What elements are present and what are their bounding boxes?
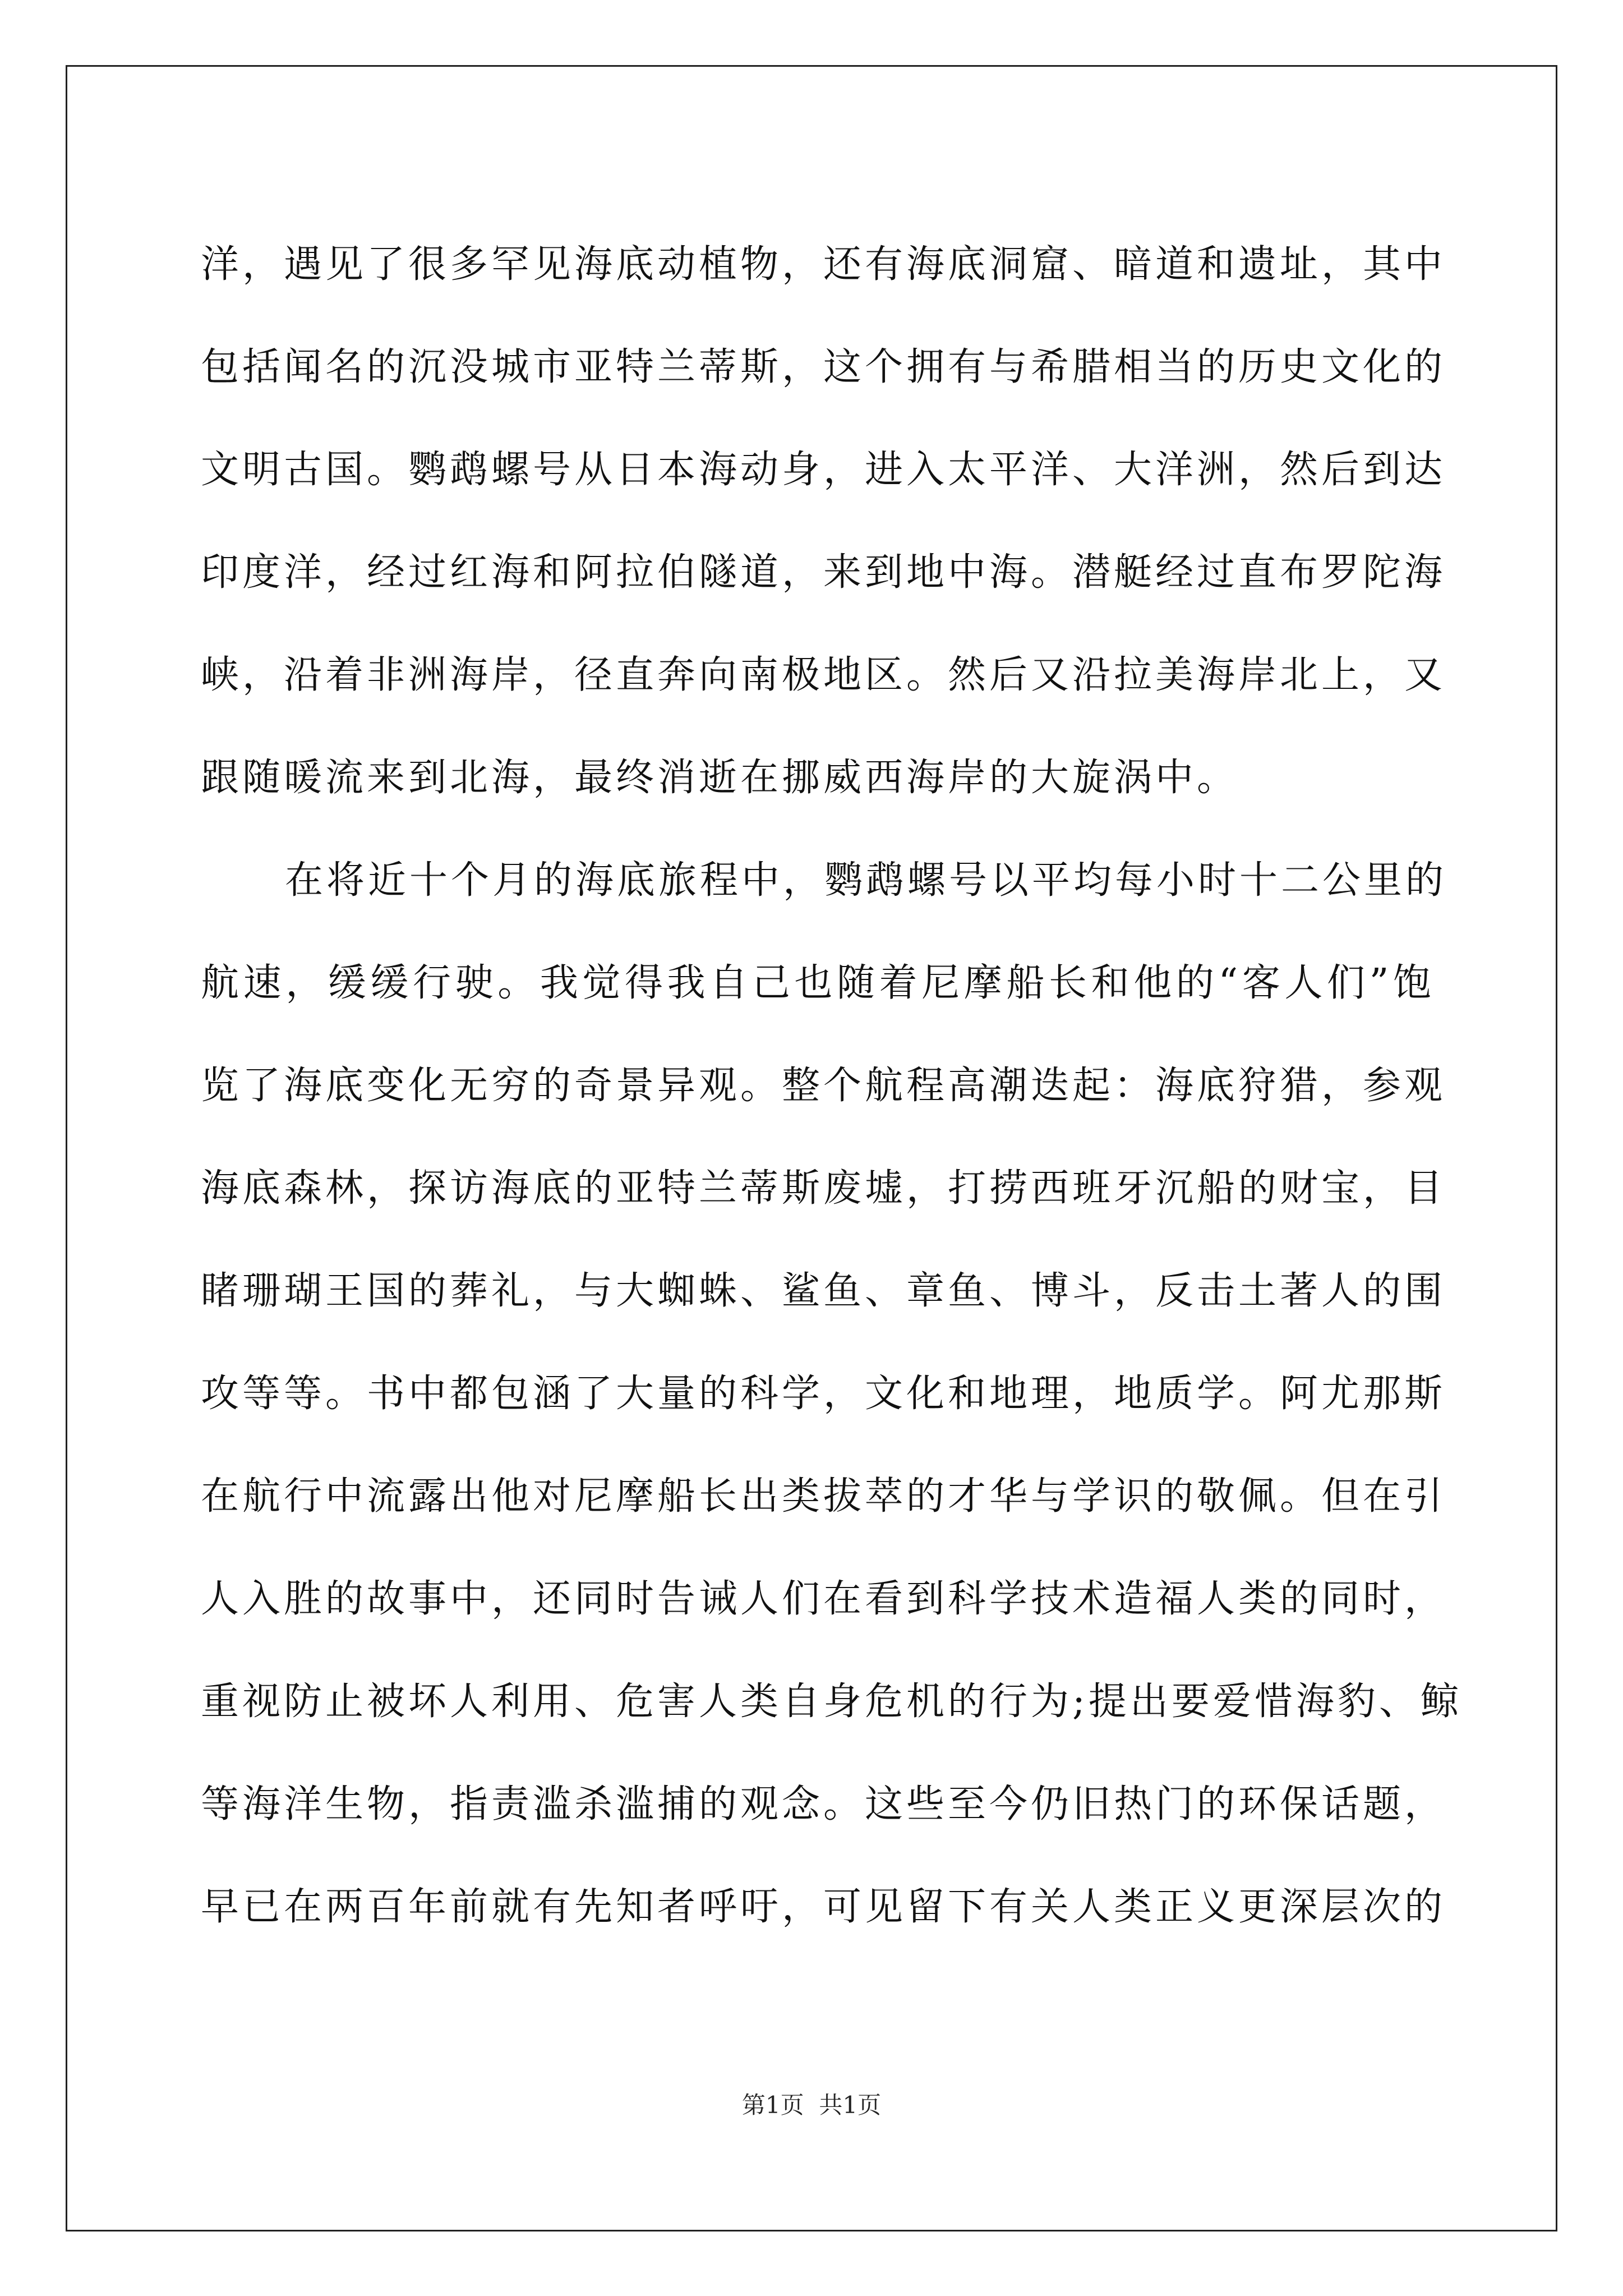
text-line: 印度洋，经过红海和阿拉伯隧道，来到地中海。潜艇经过直布罗陀海: [201, 550, 1446, 595]
text-line: 跟随暖流来到北海，最终消逝在挪威西海岸的大旋涡中。: [201, 756, 1239, 800]
page-number-footer: 第1页 共1页: [741, 2091, 882, 2119]
text-line: 海底森林，探访海底的亚特兰蒂斯废墟，打捞西班牙沉船的财宝，目: [201, 1166, 1446, 1211]
text-line: 攻等等。书中都包涵了大量的科学，文化和地理，地质学。阿尤那斯: [201, 1372, 1446, 1416]
document-body: [201, 213, 1462, 1958]
text-line: 睹珊瑚王国的葬礼，与大蜘蛛、鲨鱼、章鱼、博斗，反击土著人的围: [201, 1269, 1446, 1313]
text-line: 在航行中流露出他对尼摩船长出类拔萃的才华与学识的敬佩。但在引: [201, 1474, 1446, 1519]
text-line: 包括闻名的沉没城市亚特兰蒂斯，这个拥有与希腊相当的历史文化的: [201, 345, 1446, 389]
text-line: 早已在两百年前就有先知者呼吁，可见留下有关人类正义更深层次的: [201, 1885, 1446, 1929]
text-line: 等海洋生物，指责滥杀滥捕的观念。这些至今仍旧热门的环保话题，: [201, 1782, 1446, 1826]
text-line: 在将近十个月的海底旅程中，鹦鹉螺号以平均每小时十二公里的: [285, 858, 1447, 903]
text-line: 洋，遇见了很多罕见海底动植物，还有海底洞窟、暗道和遗址，其中: [201, 242, 1446, 287]
text-line: 人入胜的故事中，还同时告诫人们在看到科学技术造福人类的同时，: [201, 1577, 1446, 1621]
text-line: 峡，沿着非洲海岸，径直奔向南极地区。然后又沿拉美海岸北上，又: [201, 653, 1446, 697]
text-line: 航速，缓缓行驶。我觉得我自己也随着尼摩船长和他的“客人们”饱: [201, 961, 1435, 1005]
text-line: 重视防止被坏人利用、危害人类自身危机的行为;提出要爱惜海豹、鲸: [201, 1680, 1462, 1724]
text-line: 览了海底变化无穷的奇景异观。整个航程高潮迭起：海底狩猎，参观: [201, 1064, 1446, 1108]
text-line: 文明古国。鹦鹉螺号从日本海动身，进入太平洋、大洋洲，然后到达: [201, 448, 1446, 492]
